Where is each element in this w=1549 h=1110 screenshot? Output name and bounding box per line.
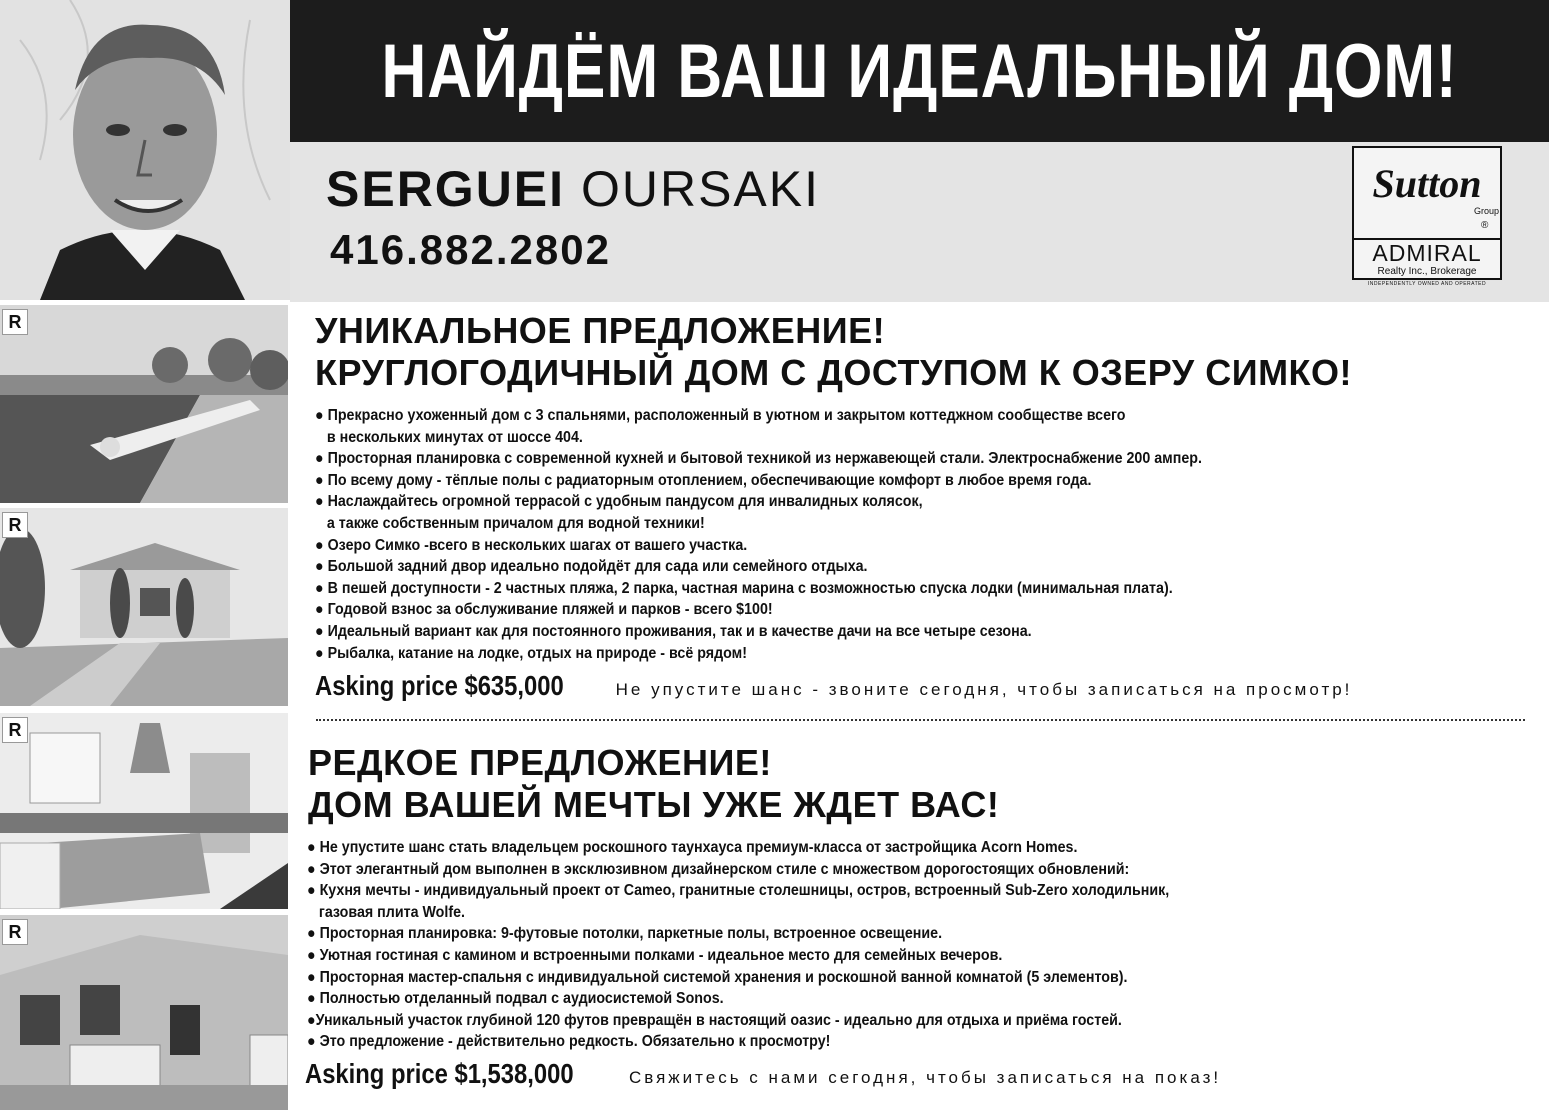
agent-phone: 416.882.2802	[330, 226, 611, 273]
agent-first-name: SERGUEI	[326, 161, 566, 217]
realtor-badge: R	[2, 919, 28, 945]
logo-admiral: ADMIRAL	[1372, 240, 1482, 266]
listing-2-price-row	[305, 1058, 1221, 1090]
listing-photo-kitchen	[0, 713, 288, 909]
listing-2-title-line-1: РЕДКОЕ ПРЕДЛОЖЕНИЕ!	[308, 742, 772, 783]
listing-1-title-line-2: КРУГЛОГОДИЧНЫЙ ДОМ С ДОСТУПОМ К ОЗЕРУ СИМКО!	[315, 352, 1353, 393]
listing-2-price: Asking price $1,538,000	[305, 1058, 574, 1089]
realtor-badge: R	[2, 512, 28, 538]
listing-photo-lake	[0, 305, 288, 503]
listing-photo-cottage	[0, 508, 288, 706]
logo-brand: Sutton	[1372, 161, 1482, 206]
listing-2-features: ● Не упустите шанс стать владельцем роскошного таунхауса премиум-класса от застройщика Acorn Homes. ● Этот элегантный дом выполнен в эксклюзивном дизайнерском стиле с множеством дорогостоящих обновлений: ● Кухня мечты - индивидуальный проект от Cameo, гранитные столешницы, остров, встроенный Sub-Zero холодильник, газовая плита Wolfe. ● Просторная планировка: 9-футовые потолки, паркетные полы, встроенное освещение. ● Уютная гостиная с камином и встроенными полками - идеальное место для семейных вечеров. ● Просторная мастер-спальня с индивидуальной системой хранения и роскошной ванной комнатой (5 элементов). ● Полностью отделанный подвал с аудиосистемой Sonos. ●Уникальный участок глубиной 120 футов превращён в настоящий оазис - идеально для отдыха и приёма гостей. ● Это предложение - действительно редкость. Обязательно к просмотру!	[307, 839, 1170, 1051]
realtor-badge: R	[2, 717, 28, 743]
headline: НАЙДЁМ ВАШ ИДЕАЛЬНЫЙ ДОМ!	[381, 28, 1458, 114]
listing-divider	[316, 719, 1525, 721]
listing-2-title-line-2: ДОМ ВАШЕЙ МЕЧТЫ УЖЕ ЖДЕТ ВАС!	[308, 784, 1000, 825]
listing-photo-townhouse	[0, 915, 288, 1110]
listing-1-features: ● Прекрасно ухоженный дом с 3 спальнями, расположенный в уютном и закрытом коттеджном сообществе всего в нескольких минутах от шоссе 404. ● Просторная планировка с современной кухней и бытовой техникой из нержавеющей стали. Электроснабжение 200 ампер. ● По всему дому - тёплые полы с радиаторным отоплением, обеспечивающие комфорт в любое время года. ● Наслаждайтесь огромной террасой с удобным пандусом для инвалидных колясок, а также собственным причалом для водной техники! ● Озеро Симко -всего в нескольких шагах от вашего участка. ● Большой задний двор идеально подойдёт для сада или семейного отдыха. ● В пешей доступности - 2 частных пляжа, 2 парка, частная марина с возможностью спуска лодки (минимальная плата). ● Годовой взнос за обслуживание пляжей и парков - всего $100! ● Идеальный вариант как для постоянного проживания, так и в качестве дачи на все четыре сезона. ● Рыбалка, катание на лодке, отдых на природе - всё рядом!	[315, 407, 1202, 662]
listing-1-price: Asking price $635,000	[315, 670, 564, 701]
agent-name	[326, 160, 820, 218]
agent-photo	[0, 0, 290, 300]
logo-group: Group	[1474, 206, 1500, 216]
listing-1-title-line-1: УНИКАЛЬНОЕ ПРЕДЛОЖЕНИЕ!	[315, 310, 886, 351]
logo-tagline: INDEPENDENTLY OWNED AND OPERATED	[1367, 281, 1487, 287]
logo-registered-mark: ®	[1481, 220, 1489, 231]
listing-1-call-to-action: Не упустите шанс - звоните сегодня, чтобы записаться на просмотр!	[615, 680, 1353, 699]
logo-subtitle: Realty Inc., Brokerage	[1377, 266, 1477, 277]
listing-1-price-row	[315, 670, 1352, 702]
realtor-badge: R	[2, 309, 28, 335]
listing-2-call-to-action: Свяжитесь с нами сегодня, чтобы записаться на показ!	[628, 1068, 1222, 1087]
agent-last-name: OURSAKI	[580, 161, 821, 217]
